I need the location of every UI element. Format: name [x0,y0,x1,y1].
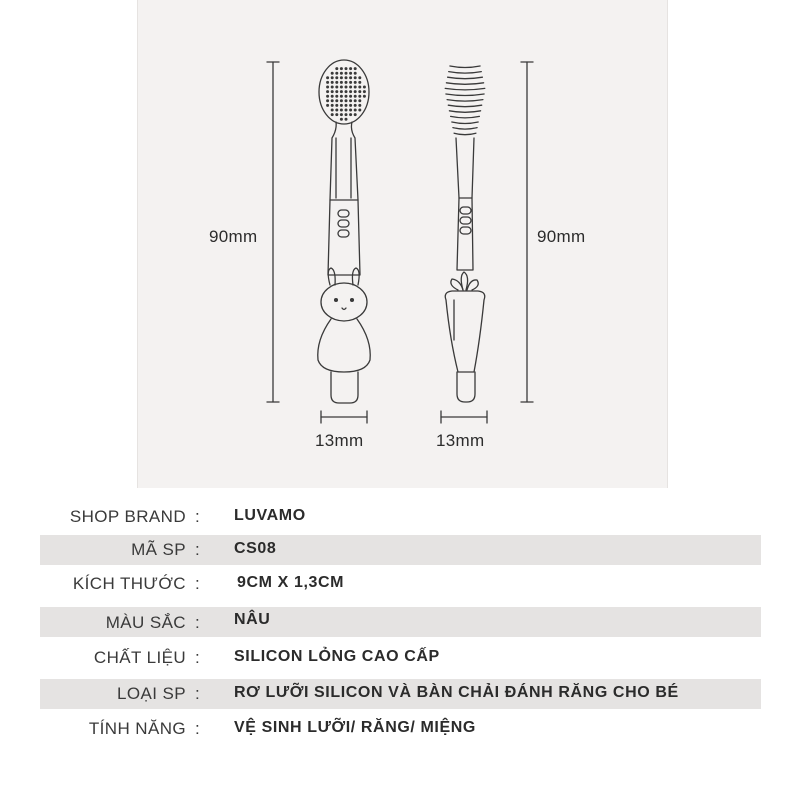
bristle-dot [345,90,348,93]
bristle-dot [340,104,343,107]
bristle-dot [340,86,343,89]
bristle-dot [326,90,329,93]
bristle-dot [358,95,361,98]
bristle-dot [349,95,352,98]
bristle-dot [340,109,343,112]
brush-ridge [452,122,478,124]
bristle-dot [340,72,343,75]
bristle-dot [335,81,338,84]
bristle-dot [345,76,348,79]
spec-row-product-type [40,679,761,709]
bristle-dot [354,72,357,75]
right-height-label: 90mm [537,227,586,246]
left-height-dimension-line [267,62,279,402]
bristle-dot [345,86,348,89]
bristle-dot [340,76,343,79]
bristle-dot [335,90,338,93]
bristle-dot [349,113,352,116]
bristle-dot [335,113,338,116]
bristle-dot [335,104,338,107]
spec-value: LUVAMO [234,507,306,524]
right-width-dimension-line [441,411,487,423]
bristle-dot [354,67,357,70]
spec-colon: : [195,648,200,667]
brush-ridge [446,94,484,96]
bristle-dot [358,99,361,102]
bristle-dot [354,76,357,79]
bristle-dot [349,90,352,93]
bristle-dot [331,76,334,79]
bristle-dot [358,81,361,84]
spec-key: CHẤT LIỆU [93,648,186,667]
brush-ridge [453,128,477,130]
bristle-dot [358,76,361,79]
bristle-dot [354,95,357,98]
spec-row-sku [40,535,761,565]
spec-colon: : [195,540,200,559]
bristle-dot [335,86,338,89]
spec-key: KÍCH THƯỚC [72,574,186,593]
brush-ridge [450,66,480,68]
bristle-dot [354,104,357,107]
spec-value: CS08 [234,540,277,557]
bristle-dot [345,104,348,107]
bristle-dot [326,104,329,107]
brush-ridge [448,77,483,79]
bristle-dot [354,86,357,89]
spec-value: RƠ LƯỠI SILICON VÀ BÀN CHẢI ĐÁNH RĂNG CHO BÉ [234,684,679,701]
toothbrush-drawing [445,66,485,402]
bristle-dot [349,99,352,102]
left-height-label: 90mm [209,227,258,246]
bristle-dot [335,109,338,112]
brush-ridge [446,83,483,85]
bristle-dot [349,86,352,89]
spec-key: TÍNH NĂNG [88,719,186,738]
brush-ridge [448,105,481,107]
bristle-dot [349,104,352,107]
right-width-label: 13mm [436,431,485,450]
bristle-dot [349,76,352,79]
bristle-dot [340,118,343,121]
tongue-cleaner-drawing [318,60,370,403]
bristle-dot [331,86,334,89]
bristle-dot [354,109,357,112]
bristle-dot [345,99,348,102]
spec-value: 9CM X 1,3CM [237,574,345,591]
spec-colon: : [195,574,200,593]
spec-row-color [40,607,761,637]
bristle-dot [349,67,352,70]
bristle-dot [349,72,352,75]
bristle-dot [340,81,343,84]
bristle-dot [340,90,343,93]
bristle-dot [326,95,329,98]
bristle-dot [331,95,334,98]
bristle-dot [349,81,352,84]
bristle-dot [340,67,343,70]
bristle-dot [358,109,361,112]
bristle-dot [335,99,338,102]
spec-row-material [40,643,761,673]
left-width-dimension-line [321,411,367,423]
spec-colon: : [195,613,200,632]
bristle-dot [345,72,348,75]
brush-ridge [445,88,485,90]
spec-value: NÂU [234,611,271,628]
bristle-dot [335,67,338,70]
brush-ridge [449,111,480,113]
bristle-dot [335,72,338,75]
bristle-dot [363,95,366,98]
spec-row-features [40,714,761,744]
left-width-label: 13mm [315,431,364,450]
bristle-dot [331,72,334,75]
brush-ridge [449,72,482,74]
bristle-dot [354,99,357,102]
bristle-dot [331,99,334,102]
bristle-dot [340,95,343,98]
spec-colon: : [195,719,200,738]
spec-value: SILICON LỎNG CAO CẤP [234,648,440,665]
right-height-dimension-line [521,62,533,402]
spec-key: MÃ SP [131,540,186,559]
bristle-dot [345,67,348,70]
spec-value: VỆ SINH LƯỠI/ RĂNG/ MIỆNG [234,719,476,736]
bristle-dot [345,118,348,121]
bristle-dot [331,90,334,93]
bristle-dot [345,81,348,84]
spec-key: SHOP BRAND [69,507,186,526]
bristle-dot [340,113,343,116]
bristle-dot [349,109,352,112]
spec-row-brand [40,502,761,532]
spec-key: MÀU SẮC [105,613,186,632]
bristle-dot [331,81,334,84]
bristle-dot [331,113,334,116]
bristle-dot [358,90,361,93]
bristle-dot [326,81,329,84]
brush-ridge [447,100,483,102]
bristle-dot [335,76,338,79]
spec-row-size [40,569,761,599]
bristle-dot [331,104,334,107]
bristle-dot [354,90,357,93]
bristle-dot [326,99,329,102]
bristle-dot [358,104,361,107]
bristle-dot [335,95,338,98]
brush-ridge [454,133,476,135]
spec-colon: : [195,684,200,703]
bristle-dot [326,76,329,79]
bristle-dot [358,86,361,89]
spec-colon: : [195,507,200,526]
bristle-dot [354,81,357,84]
brush-ridge [451,116,480,118]
bristle-dot [340,99,343,102]
bristle-dot [363,90,366,93]
bristle-dot [345,109,348,112]
spec-key: LOẠI SP [117,684,186,703]
bristle-dot [345,95,348,98]
bristle-dot [326,86,329,89]
bristle-dot [331,109,334,112]
bristle-dot [363,86,366,89]
bristle-dot [345,113,348,116]
bristle-dot [354,113,357,116]
